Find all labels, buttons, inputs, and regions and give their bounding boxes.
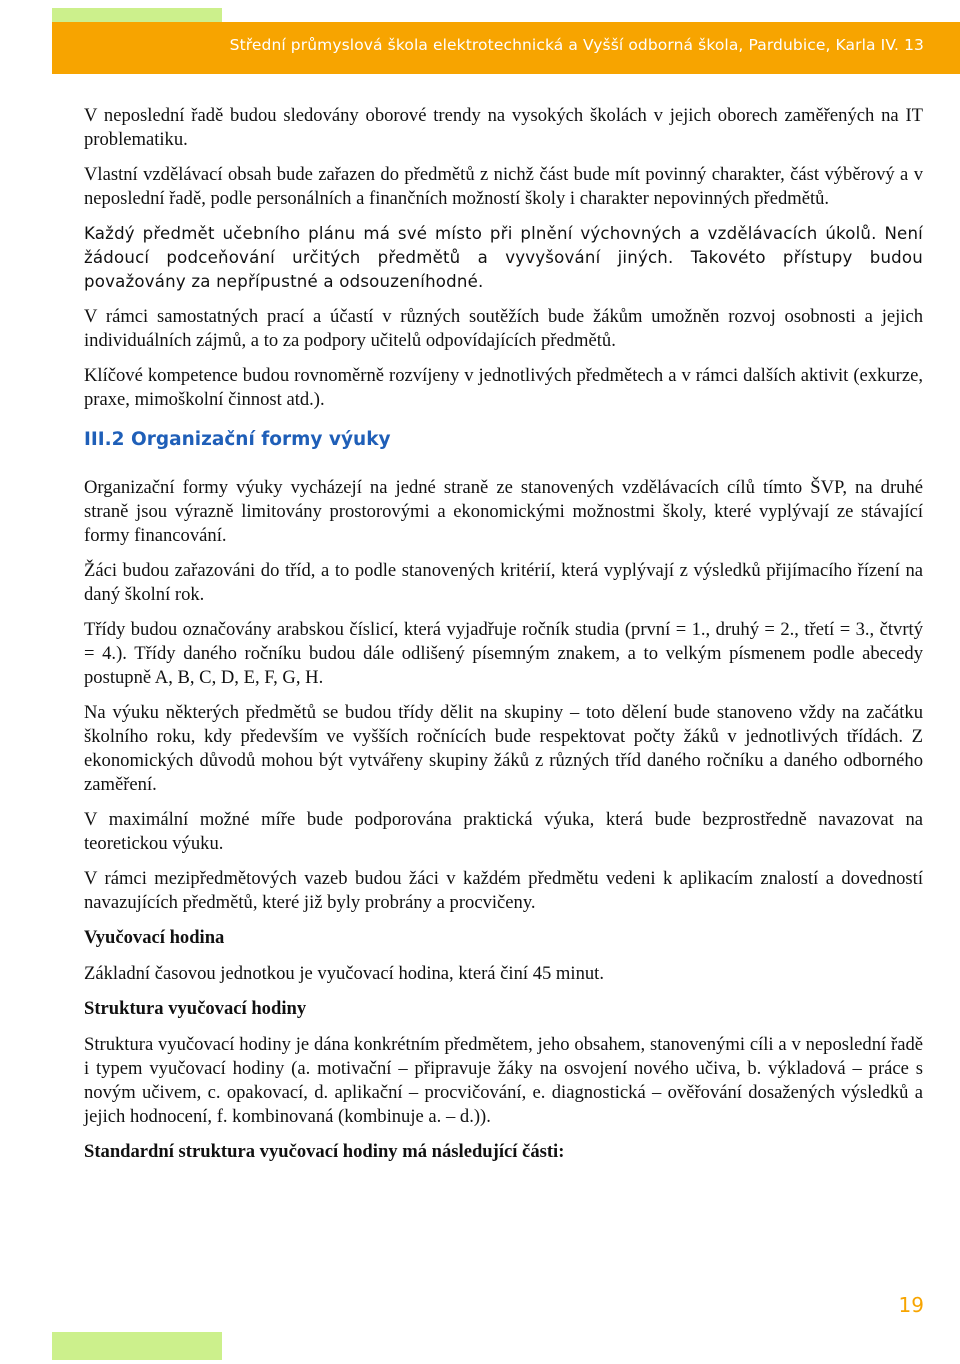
footer-bar xyxy=(52,1286,960,1332)
paragraph-key-competences: Klíčové kompetence budou rovnoměrně rozvíjeny v jednotlivých předmětech a v rámci dalších aktivit (exkurze, praxe, mimoškolní činnost atd.). xyxy=(84,365,923,410)
paragraph-subject-role: Každý předmět učebního plánu má své místo při plnění výchovných a vzdělávacích úkolů. Není žádoucí podceňování určitých předmětů a vyvyšování jiných. Takovéto přístupy budou považovány za nepřípustné a odsouzeníhodné. xyxy=(84,224,923,291)
paragraph-groups: Na výuku některých předmětů se budou třídy dělit na skupiny – toto dělení bude stanoveno vždy na začátku školního roku, kdy především ve vyšších ročnících bude respektovat počty žáků v jednotlivých třídách. Z ekonomických důvodů mohou být vytvářeny skupiny žáků z různých tříd daného ročníku a daného odborného zaměření. xyxy=(84,702,923,795)
paragraph-educational-content: Vlastní vzdělávací obsah bude zařazen do předmětů z nichž část bude mít povinný charakter, část výběrový a v neposlední řadě, podle personálních a finančních možností školy i charakter nepovinných předmětů. xyxy=(84,164,923,209)
section-heading: III.2 Organizační formy výuky xyxy=(84,429,391,450)
paragraph-cross-curricular: V rámci mezipředmětových vazeb budou žáci v každém předmětu vedeni k aplikacím znalostí a dovedností navazujících předmětů, které již byly probrány a procvičeny. xyxy=(84,868,923,913)
header-title: Střední průmyslová škola elektrotechnická a Vyšší odborná škola, Pardubice, Karla IV. 13 xyxy=(229,36,924,54)
paragraph-it-trends: V neposlední řadě budou sledovány oborové trendy na vysokých školách v jejich oborech zaměřených na IT problematiku. xyxy=(84,105,923,150)
subheading-standard-structure: Standardní struktura vyučovací hodiny má následující části: xyxy=(84,1141,565,1162)
subheading-lesson: Vyučovací hodina xyxy=(84,927,225,948)
paragraph-practical-teaching: V maximální možné míře bude podporována praktická výuka, která bude bezprostředně navazovat na teoretickou výuku. xyxy=(84,809,923,854)
paragraph-personal-development: V rámci samostatných prací a účastí v různých soutěžích bude žákům umožněn rozvoj osobnosti a jejich individuálních zájmů, a to za podpory učitelů odpovídajících předmětů. xyxy=(84,306,923,351)
paragraph-lesson-structure: Struktura vyučovací hodiny je dána konkrétním předmětem, jeho obsahem, stanovenými cíli a v neposlední řadě i typem vyučovací hodiny (a. motivační – připravuje žáky na osvojení nového učiva, b. výkladová – práce s novým učivem, c. opakovací, d. aplikační – procvičování, e. diagnostická – ověřování dosažených výsledků a jejich hodnocení, f. kombinovaná (kombinuje a. – d.)). xyxy=(84,1034,923,1127)
document-body xyxy=(84,104,923,1176)
page-number: 19 xyxy=(898,1293,924,1317)
subheading-lesson-structure: Struktura vyučovací hodiny xyxy=(84,998,307,1019)
paragraph-class-assignment: Žáci budou zařazováni do tříd, a to podle stanovených kritérií, která vyplývají z výsledků přijímacího řízení na daný školní rok. xyxy=(84,560,923,605)
paragraph-organizational-forms: Organizační formy výuky vycházejí na jedné straně ze stanovených vzdělávacích cílů tímto ŠVP, na druhé straně jsou výrazně limitovány prostorovými a ekonomickými možnostmi školy, které vyplývají ze stávající formy financování. xyxy=(84,477,923,546)
paragraph-class-naming: Třídy budou označovány arabskou číslicí, která vyjadřuje ročník studia (první = 1., druhý = 2., třetí = 3., čtvrtý = 4.). Třídy daného ročníku budou dále odlišený písemným znakem, a to velkým písmenem podle abecedy postupně A, B, C, D, E, F, G, H. xyxy=(84,619,923,688)
paragraph-lesson-length: Základní časovou jednotkou je vyučovací hodina, která činí 45 minut. xyxy=(84,963,604,984)
